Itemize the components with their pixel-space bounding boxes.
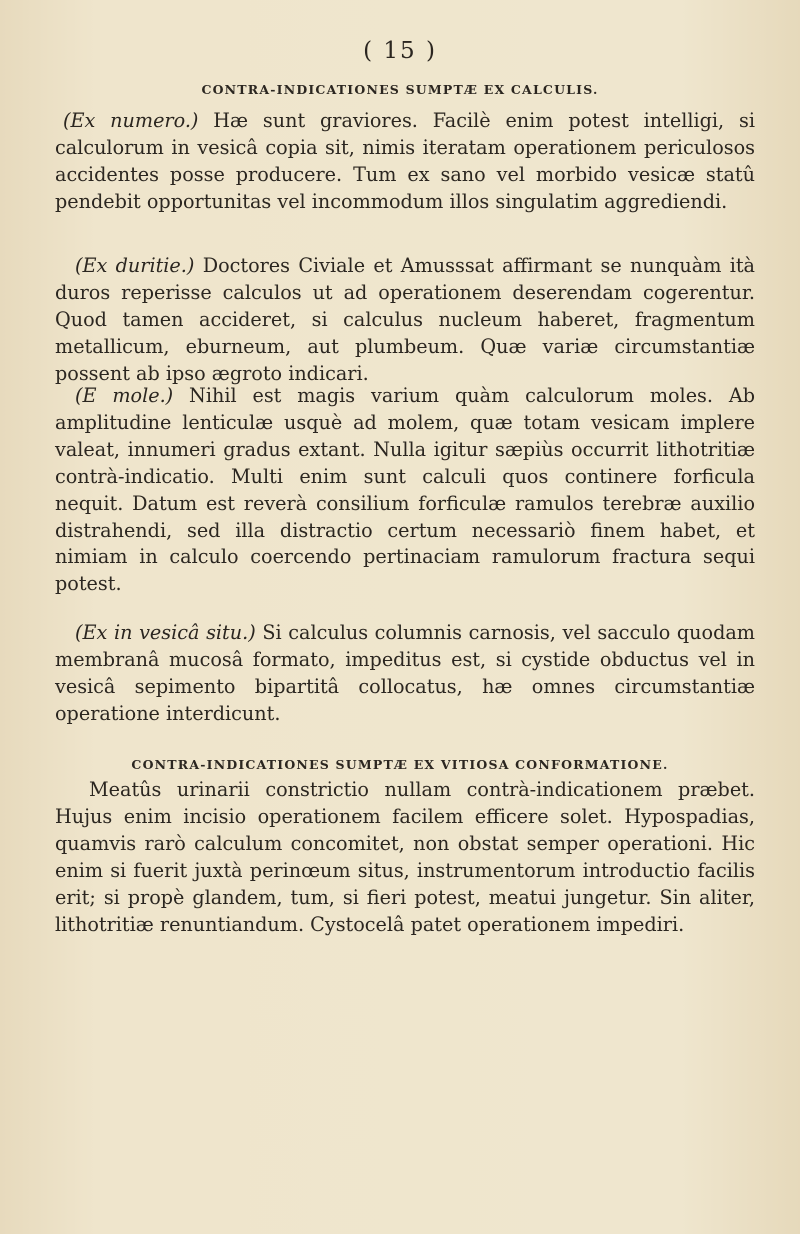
section-heading-vitiosa-conformatione: CONTRA-INDICATIONES SUMPTÆ EX VITIOSA CONFORMATIONE. [131, 757, 669, 772]
paragraph-meatus-urinarii [55, 777, 755, 938]
paragraph-intro: (E mole.) [75, 384, 174, 407]
paragraph-body: Si calculus columnis carnosis, vel sacculo quodam membranâ mucosâ formato, impeditus est, si cystide obductus vel in vesicâ sepimento bipartitâ collocatus, hæ omnes circumstantiæ operatione interdicunt. [55, 621, 756, 725]
paragraph-body: Meatûs urinarii constrictio nullam contrà-indicationem præbet. Hujus enim incisio operationem facilem efficere solet. Hypospadias, quamvis rarò calculum concomitet, non obstat semper operationi. Hic enim si fuerit juxtà perinœum situs, instrumentorum introductio facilis erit; si propè glandem, tum, si fieri potest, meatui jungetur. Sin aliter, lithotritiæ renuntiandum. Cystocelâ patet operationem impediri. [55, 778, 755, 936]
paragraph-body: Nihil est magis varium quàm calculorum moles. Ab amplitudine lenticulæ usquè ad molem, quæ totam vesicam implere valeat, innumeri gradus extant. Nulla igitur sæpiùs occurrit lithotritiæ contrà-indicatio. Multi enim sunt calculi quos continere forficula nequit. Datum est reverà consilium forficulæ ramulos terebræ auxilio distrahendi, sed illa distractio certum necessariò finem habet, et nimiam in calculo coercendo pertinaciam ramulorum fractura sequi potest. [55, 384, 755, 596]
paragraph-ex-in-vesica-situ [55, 620, 755, 728]
paragraph-ex-duritie [55, 253, 755, 388]
page-number: ( 15 ) [363, 38, 437, 64]
paragraph-ex-numero [55, 108, 755, 216]
paragraph-intro: (Ex duritie.) [75, 254, 195, 277]
paragraph-body: Doctores Civiale et Amusssat affirmant se nunquàm ità duros reperisse calculos ut ad operationem deserendam cogerentur. Quod tamen accideret, si calculus nucleum haberet, fragmentum metallicum, eburneum, aut plumbeum. Quæ variæ circumstantiæ possent ab ipso ægroto indicari. [55, 254, 756, 385]
paragraph-intro: (Ex numero.) [63, 109, 199, 132]
paragraph-body: Hæ sunt graviores. Facilè enim potest intelligi, si calculorum in vesicâ copia sit, nimis iteratam operationem periculosos accidentes posse producere. Tum ex sano vel morbido vesicæ statû pendebit opportunitas vel incommodum illos singulatim aggrediendi. [55, 109, 755, 213]
paragraph-intro: (Ex in vesicâ situ.) [75, 621, 256, 644]
paragraph-e-mole [55, 383, 755, 598]
section-heading-calculis: CONTRA-INDICATIONES SUMPTÆ EX CALCULIS. [201, 82, 599, 97]
